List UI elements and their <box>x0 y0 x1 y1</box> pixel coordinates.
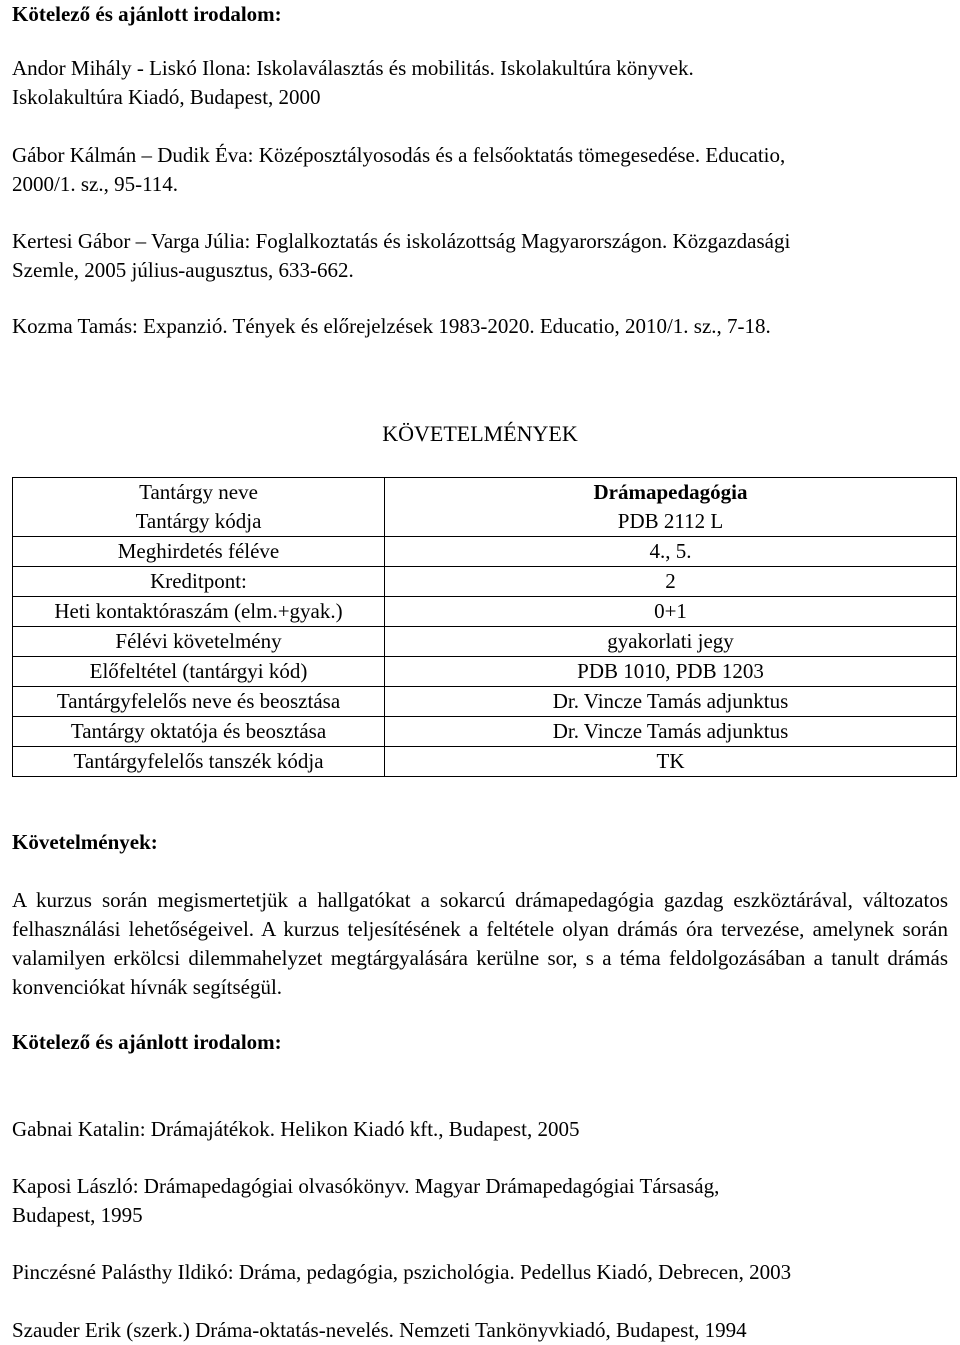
top-literature-heading: Kötelező és ajánlott irodalom: <box>12 2 282 26</box>
row-label: Előfeltétel (tantárgyi kód) <box>13 657 385 687</box>
row-value: 2 <box>385 567 957 597</box>
reference-line: Kertesi Gábor – Varga Júlia: Foglalkoztatás és iskolázottság Magyarországon. Közgazdasági <box>12 229 791 253</box>
row-label: Heti kontaktóraszám (elm.+gyak.) <box>13 597 385 627</box>
literature-line: Pinczésné Palásthy Ildikó: Dráma, pedagógia, pszichológia. Pedellus Kiadó, Debrecen, 2003 <box>12 1260 792 1284</box>
reference-line: Kozma Tamás: Expanzió. Tények és előrejelzések 1983-2020. Educatio, 2010/1. sz., 7-18. <box>12 314 771 338</box>
reference-item <box>12 141 948 199</box>
requirements-heading: Követelmények: <box>12 830 158 854</box>
row-label: Félévi követelmény <box>13 627 385 657</box>
reference-line: Gábor Kálmán – Dudik Éva: Középosztályosodás és a felsőoktatás tömegesedése. Educatio, <box>12 143 786 167</box>
literature-item <box>12 1172 948 1230</box>
reference-item <box>12 54 948 112</box>
row-value: Dr. Vincze Tamás adjunktus <box>385 717 957 747</box>
row-label: Tantárgy kódja <box>13 507 385 537</box>
table-row <box>13 567 957 597</box>
literature-line: Kaposi László: Drámapedagógiai olvasókönyv. Magyar Drámapedagógiai Társaság, <box>12 1174 720 1198</box>
reference-line: Iskolakultúra Kiadó, Budapest, 2000 <box>12 85 321 109</box>
row-value: 4., 5. <box>385 537 957 567</box>
literature-line: Budapest, 1995 <box>12 1203 143 1227</box>
table-row <box>13 657 957 687</box>
table-row <box>13 747 957 777</box>
row-label: Kreditpont: <box>13 567 385 597</box>
table-row <box>13 627 957 657</box>
row-label: Tantárgy neve <box>13 478 385 508</box>
subject-info-table <box>12 477 957 777</box>
literature-item <box>12 1258 948 1287</box>
row-label: Tantárgy oktatója és beosztása <box>13 717 385 747</box>
literature-item <box>12 1316 948 1345</box>
literature-line: Szauder Erik (szerk.) Dráma-oktatás-nevelés. Nemzeti Tankönyvkiadó, Budapest, 1994 <box>12 1318 747 1342</box>
row-value: PDB 2112 L <box>385 507 957 537</box>
row-value: PDB 1010, PDB 1203 <box>385 657 957 687</box>
reference-line: 2000/1. sz., 95-114. <box>12 172 179 196</box>
table-row <box>13 687 957 717</box>
literature-item <box>12 1115 948 1144</box>
requirements-title: KÖVETELMÉNYEK <box>382 421 578 446</box>
row-label: Tantárgyfelelős tanszék kódja <box>13 747 385 777</box>
table-row <box>13 478 957 508</box>
table-row <box>13 597 957 627</box>
row-value: gyakorlati jegy <box>385 627 957 657</box>
table-row <box>13 717 957 747</box>
row-value: 0+1 <box>385 597 957 627</box>
row-value: TK <box>385 747 957 777</box>
row-value: Dr. Vincze Tamás adjunktus <box>385 687 957 717</box>
row-value: Drámapedagógia <box>385 478 957 508</box>
row-label: Meghirdetés féléve <box>13 537 385 567</box>
reference-line: Szemle, 2005 július-augusztus, 633-662. <box>12 258 354 282</box>
literature-heading: Kötelező és ajánlott irodalom: <box>12 1030 282 1054</box>
table-row <box>13 507 957 537</box>
reference-item <box>12 227 948 285</box>
requirements-paragraph: A kurzus során megismertetjük a hallgatókat a sokarcú drámapedagógia gazdag eszköztárával, változatos felhasználási lehetőségeivel. A kurzus teljesítésének a feltétele olyan drámás óra tervezése, amelynek során valamilyen erkölcsi dilemmahelyzet megtárgyalására kerülne sor, s a téma feldolgozásában a tanult drámás konvenciókat hívnák segítségül. <box>12 888 948 999</box>
reference-line: Andor Mihály - Liskó Ilona: Iskolaválasztás és mobilitás. Iskolakultúra könyvek. <box>12 56 694 80</box>
table-row <box>13 537 957 567</box>
row-label: Tantárgyfelelős neve és beosztása <box>13 687 385 717</box>
literature-line: Gabnai Katalin: Drámajátékok. Helikon Kiadó kft., Budapest, 2005 <box>12 1117 580 1141</box>
reference-item <box>12 312 948 341</box>
